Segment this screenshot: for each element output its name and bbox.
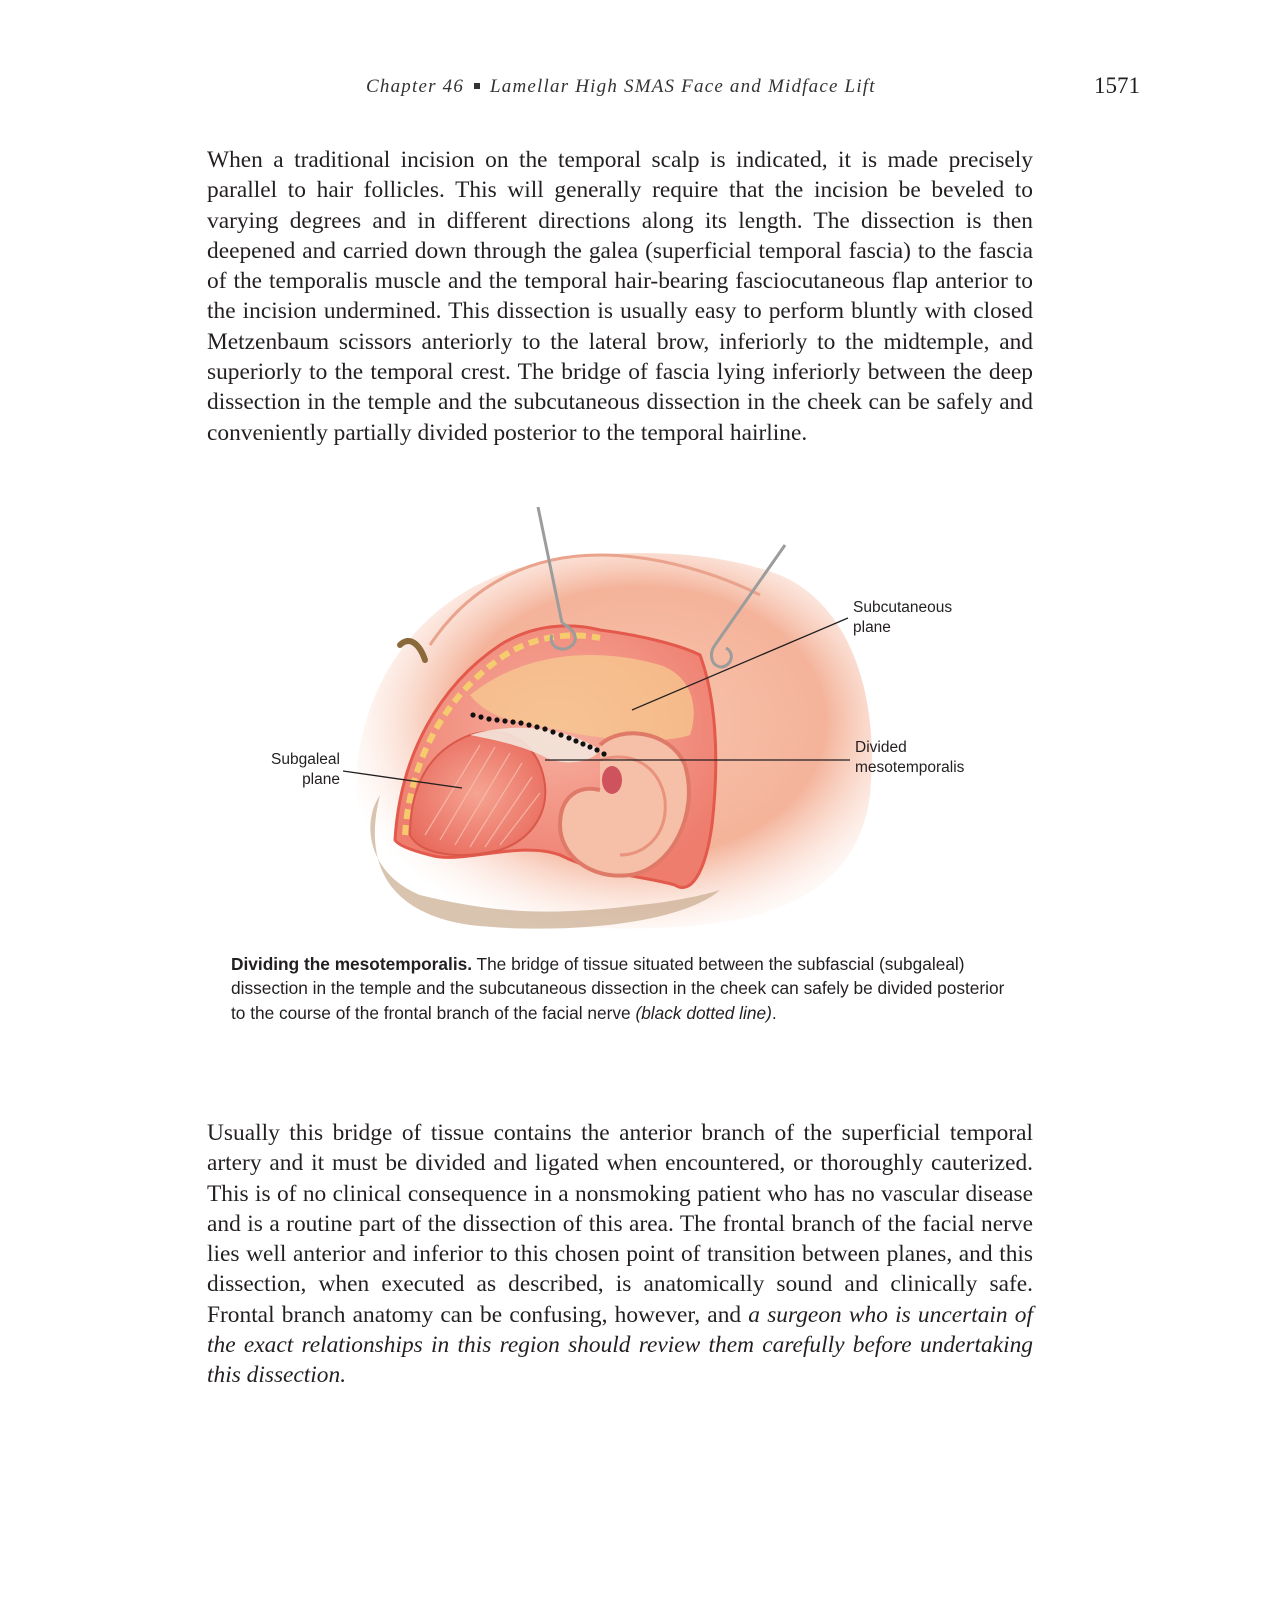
body-paragraph-2 [207,1118,1033,1391]
running-title [366,76,876,98]
label-subcutaneous-plane [853,598,993,638]
label-subgaleal-line2: plane [302,771,340,788]
caption-italic: (black dotted line) [635,1002,772,1023]
ear-canal [602,766,622,794]
anatomical-illustration [0,495,1275,945]
label-subgaleal-line1: Subgaleal [271,751,340,768]
figure-caption [231,952,1021,1025]
label-divided-mesotemporalis [855,738,995,778]
page-number: 1571 [1094,73,1140,98]
label-subcutaneous-line1: Subcutaneous [853,599,953,616]
chapter-title: Lamellar High SMAS Face and Midface Lift [490,76,876,97]
chapter-number: Chapter 46 [366,76,465,97]
illustration-svg [0,495,1275,945]
caption-text: The bridge of tissue situated between the subfascial (subgaleal) dissection in the temple and the subcutaneous dissection in the cheek can safely be divided posterior to the course of the frontal branch of the facial nerve [231,954,1005,1023]
body-paragraph-1: When a traditional incision on the temporal scalp is indicated, it is made precisely parallel to hair follicles. This will generally require that the incision be beveled to varying degrees and in different directions along its length. The dissection is then deepened and carried down through the galea (superficial temporal fascia) to the fascia of the temporalis muscle and the temporal hair-bearing fasciocutaneous flap anterior to the incision undermined. This dissection is usually easy to perform bluntly with closed Metzenbaum scissors anteriorly to the lateral brow, inferiorly to the midtemple, and superiorly to the temporal crest. The bridge of fascia lying inferiorly between the deep dissection in the temple and the subcutaneous dissection in the cheek can be safely and conveniently partially divided posterior to the temporal hairline. [207,147,1033,446]
label-subcutaneous-line2: plane [853,619,891,636]
paragraph-2-text: Usually this bridge of tissue contains the anterior branch of the superficial temporal artery and it must be divided and ligated when encountered, or thoroughly cauterized. This is of no clinical consequence in a nonsmoking patient who has no vascular disease and is a routine part of the dissection of this area. The frontal branch of the facial nerve lies well anterior and inferior to this chosen point of transition between planes, and this dissection, when executed as described, is anatomically sound and clinically safe. Frontal branch anatomy can be confusing, however, and [207,1120,1033,1328]
caption-title: Dividing the mesotemporalis. [231,954,473,974]
label-divided-line2: mesotemporalis [855,759,965,776]
label-subgaleal-plane [200,750,340,790]
paragraph-2-italic: a surgeon who is uncertain of the exact relationships in this region should review them carefully before undertaking this dissection. [207,1301,1033,1389]
label-divided-line1: Divided [855,739,907,756]
separator-square [474,83,480,89]
running-head [0,73,1275,106]
caption-end: . [771,1002,777,1023]
